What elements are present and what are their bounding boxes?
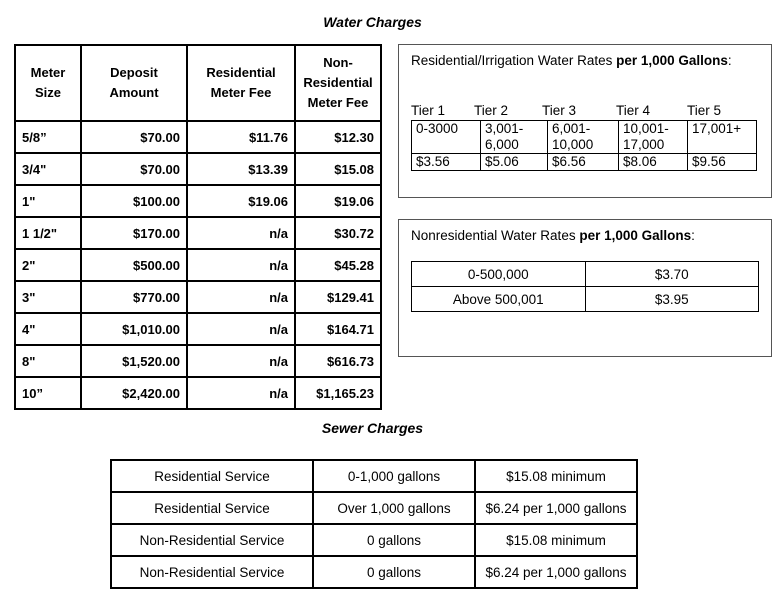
residential-rates-heading [411, 51, 761, 70]
meter-table-row [15, 281, 381, 313]
tier-range-cell: 6,001-10,000 [548, 121, 619, 154]
meter-size-cell: 3/4" [15, 153, 81, 185]
rate-cell: $3.95 [585, 287, 759, 312]
header-residential-meter-fee: Residential Meter Fee [187, 45, 295, 121]
meter-table-row [15, 313, 381, 345]
charge-cell: $6.24 per 1,000 gallons [475, 556, 637, 588]
meter-table-row [15, 153, 381, 185]
meter-size-cell: 5/8” [15, 121, 81, 153]
residential-meter-fee-cell: n/a [187, 377, 295, 409]
residential-heading-bold: per 1,000 Gallons [616, 53, 728, 68]
tier-labels [411, 103, 761, 119]
deposit-amount-cell: $170.00 [81, 217, 187, 249]
tier-rate-cell: $6.56 [548, 154, 619, 171]
deposit-amount-cell: $500.00 [81, 249, 187, 281]
tier-label: Tier 3 [542, 103, 577, 118]
deposit-amount-cell: $100.00 [81, 185, 187, 217]
meter-size-cell: 4" [15, 313, 81, 345]
tier-label: Tier 1 [411, 103, 446, 118]
tier-rate-cell: $5.06 [481, 154, 548, 171]
nonresidential-meter-fee-cell: $45.28 [295, 249, 381, 281]
residential-heading-suffix: : [727, 53, 732, 68]
tier-range-cell: 17,001+ [688, 121, 757, 154]
header-nonresidential-meter-fee: Non-Residential Meter Fee [295, 45, 381, 121]
residential-meter-fee-cell: n/a [187, 249, 295, 281]
sewer-table-row [111, 460, 637, 492]
nonresidential-meter-fee-cell: $19.06 [295, 185, 381, 217]
nonresidential-meter-fee-cell: $15.08 [295, 153, 381, 185]
deposit-amount-cell: $1,520.00 [81, 345, 187, 377]
meter-size-cell: 3" [15, 281, 81, 313]
nonresidential-rates-table [411, 261, 759, 312]
usage-cell: 0 gallons [313, 524, 475, 556]
meter-fee-table [14, 44, 382, 410]
rate-cell: $3.70 [585, 262, 759, 287]
residential-meter-fee-cell: $19.06 [187, 185, 295, 217]
nonresidential-meter-fee-cell: $616.73 [295, 345, 381, 377]
nonresidential-meter-fee-cell: $12.30 [295, 121, 381, 153]
residential-meter-fee-cell: $13.39 [187, 153, 295, 185]
meter-table-row [15, 377, 381, 409]
tier-range-cell: 3,001-6,000 [481, 121, 548, 154]
nonresidential-rate-row [412, 262, 759, 287]
nonresidential-heading-text: Nonresidential Water Rates [411, 228, 580, 243]
usage-cell: 0-1,000 gallons [313, 460, 475, 492]
tier-range-row [412, 121, 757, 154]
meter-table-row [15, 249, 381, 281]
tier-label: Tier 5 [687, 103, 722, 118]
sewer-charges-title: Sewer Charges [321, 420, 424, 436]
nonresidential-meter-fee-cell: $30.72 [295, 217, 381, 249]
residential-meter-fee-cell: $11.76 [187, 121, 295, 153]
residential-meter-fee-cell: n/a [187, 281, 295, 313]
meter-table-row [15, 121, 381, 153]
residential-meter-fee-cell: n/a [187, 313, 295, 345]
meter-table-header-row [15, 45, 381, 121]
residential-rates-box [398, 44, 772, 198]
tier-rate-cell: $9.56 [688, 154, 757, 171]
residential-meter-fee-cell: n/a [187, 217, 295, 249]
service-type-cell: Non-Residential Service [111, 556, 313, 588]
meter-size-cell: 1" [15, 185, 81, 217]
nonresidential-meter-fee-cell: $164.71 [295, 313, 381, 345]
deposit-amount-cell: $770.00 [81, 281, 187, 313]
usage-range-cell: Above 500,001 [412, 287, 586, 312]
meter-table-row [15, 185, 381, 217]
meter-size-cell: 2" [15, 249, 81, 281]
sewer-table-row [111, 556, 637, 588]
tier-label: Tier 2 [474, 103, 509, 118]
sewer-table-row [111, 524, 637, 556]
meter-size-cell: 8" [15, 345, 81, 377]
sewer-table-row [111, 492, 637, 524]
tier-range-cell: 0-3000 [412, 121, 481, 154]
nonresidential-rates-box [398, 219, 772, 357]
usage-cell: 0 gallons [313, 556, 475, 588]
meter-table-row [15, 217, 381, 249]
header-meter-size: Meter Size [15, 45, 81, 121]
header-deposit-amount: Deposit Amount [81, 45, 187, 121]
nonresidential-meter-fee-cell: $129.41 [295, 281, 381, 313]
charge-cell: $15.08 minimum [475, 460, 637, 492]
tier-label: Tier 4 [616, 103, 651, 118]
deposit-amount-cell: $70.00 [81, 153, 187, 185]
service-type-cell: Residential Service [111, 492, 313, 524]
residential-tier-table [411, 120, 757, 171]
charge-cell: $6.24 per 1,000 gallons [475, 492, 637, 524]
deposit-amount-cell: $70.00 [81, 121, 187, 153]
sewer-charges-table [110, 459, 638, 589]
meter-size-cell: 1 1/2" [15, 217, 81, 249]
meter-table-row [15, 345, 381, 377]
charge-cell: $15.08 minimum [475, 524, 637, 556]
nonresidential-rate-row [412, 287, 759, 312]
tier-rate-row [412, 154, 757, 171]
water-charges-title: Water Charges [323, 14, 422, 30]
deposit-amount-cell: $1,010.00 [81, 313, 187, 345]
deposit-amount-cell: $2,420.00 [81, 377, 187, 409]
nonresidential-heading-suffix: : [691, 228, 695, 243]
nonresidential-meter-fee-cell: $1,165.23 [295, 377, 381, 409]
tier-range-cell: 10,001-17,000 [619, 121, 688, 154]
usage-range-cell: 0-500,000 [412, 262, 586, 287]
tier-rate-cell: $3.56 [412, 154, 481, 171]
nonresidential-rates-heading [411, 226, 761, 245]
service-type-cell: Residential Service [111, 460, 313, 492]
meter-size-cell: 10” [15, 377, 81, 409]
service-type-cell: Non-Residential Service [111, 524, 313, 556]
usage-cell: Over 1,000 gallons [313, 492, 475, 524]
residential-heading-text: Residential/Irrigation Water Rates [411, 53, 617, 68]
nonresidential-heading-bold: per 1,000 Gallons [579, 228, 692, 243]
residential-meter-fee-cell: n/a [187, 345, 295, 377]
tier-rate-cell: $8.06 [619, 154, 688, 171]
